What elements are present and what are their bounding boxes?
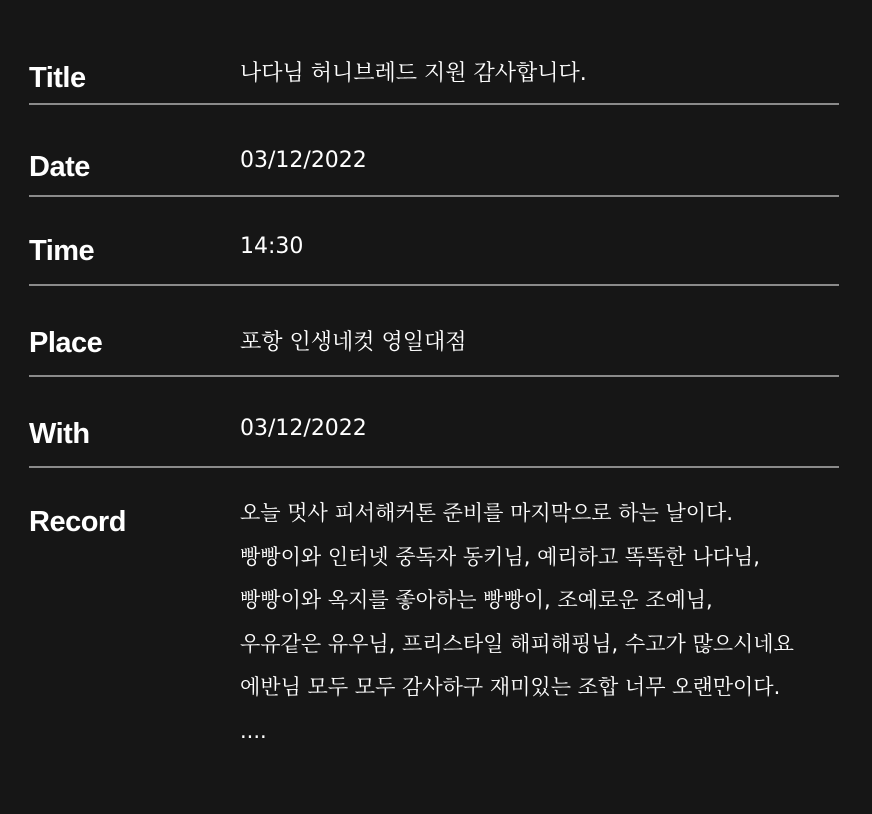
record-value: 오늘 멋사 피서해커톤 준비를 마지막으로 하는 날이다. 빵빵이와 인터넷 중독자 동키님, 예리하고 똑똑한 나다님, 빵빵이와 옥지를 좋아하는 빵빵이, 조예로운 조예님, 우유같은 유우님, 프리스타일 해피해핑님, 수고가 많으시네요 에반님 모두 모두 감사하구 재미있는 조합 너무 오랜만이다. .... (240, 501, 794, 743)
place-row (29, 286, 839, 377)
title-value: 나다님 허니브레드 지원 감사합니다. (240, 61, 587, 86)
with-value: 03/12/2022 (240, 416, 367, 441)
date-value: 03/12/2022 (240, 148, 367, 173)
place-value: 포항 인생네컷 영일대점 (240, 330, 467, 355)
title-label: Title (29, 62, 86, 94)
date-row (29, 105, 839, 197)
time-value: 14:30 (240, 234, 304, 259)
with-label: With (29, 418, 90, 450)
record-label: Record (29, 506, 126, 538)
time-label: Time (29, 235, 95, 267)
title-row (29, 0, 839, 105)
place-label: Place (29, 327, 103, 359)
date-label: Date (29, 151, 90, 183)
with-row (29, 377, 839, 468)
time-row (29, 197, 839, 286)
